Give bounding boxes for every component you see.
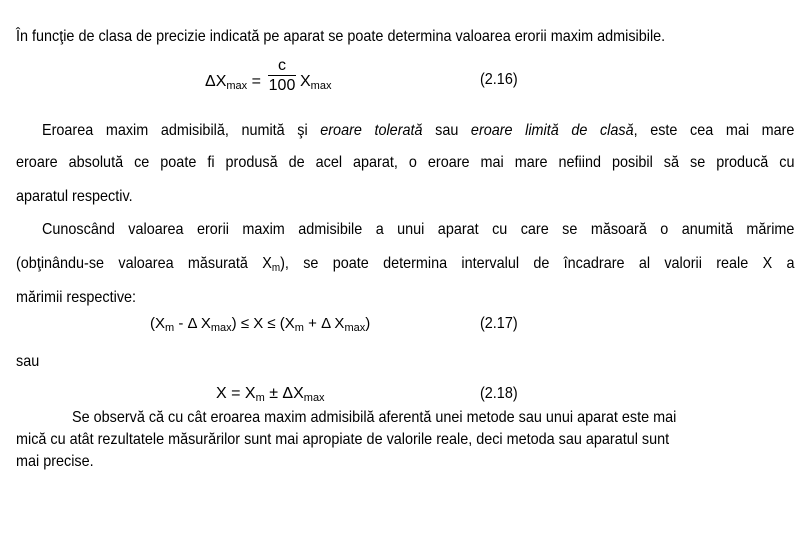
equation-number: (2.17)	[480, 315, 518, 332]
equation-number: (2.18)	[480, 385, 518, 402]
paragraph-2-line-2: eroare absolută ce poate fi produsă de acel aparat, o eroare mai mare nefiind posibil să se producă cu	[16, 154, 795, 171]
eq-inequality: ($X_m$ - Δ $X_{max}) \le X \le (X_m + \Delta$ $X_{max}$)	[150, 315, 371, 334]
paragraph-3-line-1: Cunoscând valoarea erorii maxim admisibile a unui aparat cu care se măsoară o anumită mărime	[42, 221, 795, 238]
eq-interval: $X = X_m \pm \Delta X_{max}$	[216, 385, 325, 404]
eq-fraction	[266, 57, 298, 96]
paragraph-2-line-1: Eroarea maxim admisibilă, numită şi eroare tolerată sau eroare limită de clasă, este cea mai mare	[42, 122, 795, 139]
paragraph-4-line-2: mică cu atât rezultatele măsurărilor sunt mai apropiate de valorile reale, deci metoda sau aparatul sunt	[16, 431, 670, 448]
connector-word: sau	[16, 353, 40, 370]
fraction-numerator: c	[278, 57, 286, 74]
eq-lhs: $\Delta X_{max}$ =	[205, 73, 261, 92]
paragraph-intro: În funcţie de clasa de precizie indicată pe aparat se poate determina valoarea erorii maxim admisibile.	[16, 28, 666, 45]
equation-number: (2.16)	[480, 71, 518, 88]
paragraph-2-line-3: aparatul respectiv.	[16, 188, 133, 205]
paragraph-4-line-1: Se observă că cu cât eroarea maxim admisibilă aferentă unei metode sau unui aparat este mai	[72, 409, 677, 426]
eq-rhs: $X_{max}$	[300, 73, 332, 92]
paragraph-3-line-3: mărimii respective:	[16, 289, 137, 306]
paragraph-3-line-2: (obţinându-se valoarea măsurată $X_m$), se poate determina intervalul de încadrare al valorii reale X a	[16, 255, 795, 274]
paragraph-4-line-3: mai precise.	[16, 453, 94, 470]
fraction-denominator: 100	[268, 77, 296, 94]
